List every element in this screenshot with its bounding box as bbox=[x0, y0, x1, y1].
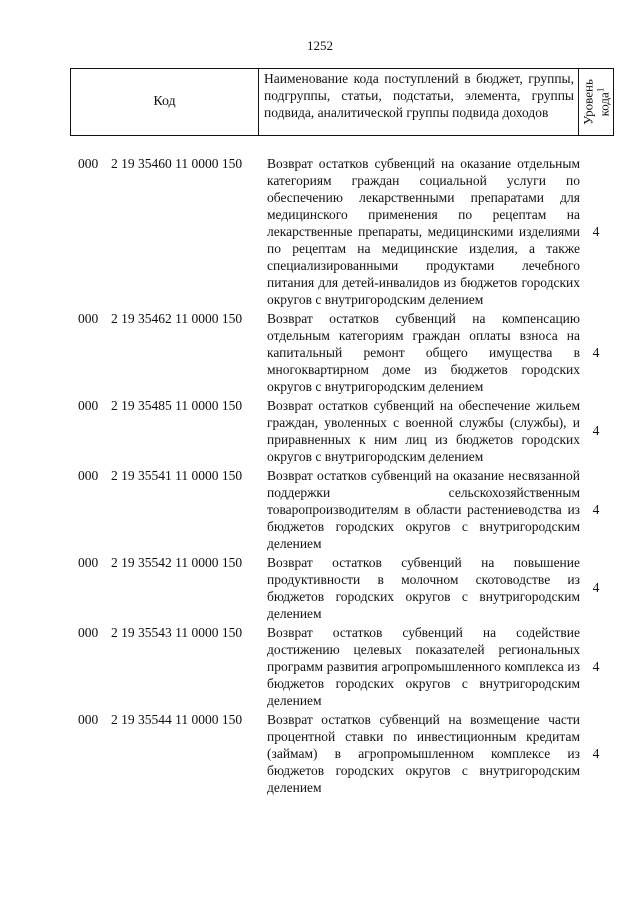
row-admin-code: 000 bbox=[78, 625, 99, 640]
header-code: Код bbox=[71, 69, 259, 135]
table-row bbox=[78, 711, 612, 796]
row-code: 2 19 35485 11 0000 150 bbox=[111, 398, 243, 413]
header-level-text bbox=[581, 79, 610, 125]
row-level: 4 bbox=[592, 423, 600, 438]
table-row bbox=[78, 155, 612, 308]
row-level: 4 bbox=[592, 658, 600, 674]
row-admin-code: 000 bbox=[78, 468, 99, 483]
row-admin-code: 000 bbox=[78, 398, 99, 413]
row-name: Возврат остатков субвенций на повышение продуктивности в молочном скотоводстве из бюджетов городских округов с внутригородским делением bbox=[267, 555, 580, 621]
table-row bbox=[78, 554, 612, 622]
header-level-footnote: 1 bbox=[595, 87, 606, 93]
row-level: 4 bbox=[592, 223, 600, 239]
header-level-line2: кода bbox=[596, 92, 612, 117]
row-level: 4 bbox=[592, 501, 600, 517]
row-admin-code: 000 bbox=[78, 311, 99, 326]
row-code: 2 19 35544 11 0000 150 bbox=[111, 712, 243, 727]
row-code: 2 19 35460 11 0000 150 bbox=[111, 156, 243, 171]
row-code: 2 19 35542 11 0000 150 bbox=[111, 555, 243, 570]
table-row bbox=[78, 624, 612, 709]
row-name: Возврат остатков субвенций на оказание несвязанной поддержки сельскохозяйственным товаропроизводителям в области растениеводства из бюджетов городских округов с внутригородским делением bbox=[267, 468, 580, 551]
row-admin-code: 000 bbox=[78, 555, 99, 570]
table-row bbox=[78, 467, 612, 552]
row-admin-code: 000 bbox=[78, 156, 99, 171]
row-level: 4 bbox=[592, 745, 600, 761]
row-name: Возврат остатков субвенций на оказание отдельным категориям граждан социальной услуги по обеспечению лекарственными препаратами для медицинского применения по рецептам на лекарственные препараты, медицинскими изделиями по рецептам на медицинские изделия, а также специализированными продуктами лечебного питания для детей-инвалидов из бюджетов городских округов с внутригородским делением bbox=[267, 156, 580, 307]
row-code: 2 19 35462 11 0000 150 bbox=[111, 311, 243, 326]
row-level: 4 bbox=[592, 344, 600, 360]
table-header bbox=[70, 68, 614, 136]
row-name: Возврат остатков субвенций на возмещение части процентной ставки по инвестиционным кредитам (займам) в агропромышленном комплексе из бюджетов городских округов с внутригородским делением bbox=[267, 712, 580, 795]
row-name: Возврат остатков субвенций на содействие достижению целевых показателей региональных программ развития агропромышленного комплекса из бюджетов городских округов с внутригородским делением bbox=[267, 625, 580, 708]
table-row bbox=[78, 310, 612, 395]
row-code: 2 19 35543 11 0000 150 bbox=[111, 625, 243, 640]
header-level bbox=[579, 69, 613, 135]
header-level-line1: Уровень bbox=[580, 79, 596, 125]
row-code: 2 19 35541 11 0000 150 bbox=[111, 468, 243, 483]
table-row bbox=[78, 397, 612, 465]
row-level: 4 bbox=[592, 580, 600, 595]
table-body bbox=[78, 155, 612, 798]
row-admin-code: 000 bbox=[78, 712, 99, 727]
row-name: Возврат остатков субвенций на компенсацию отдельным категориям граждан оплаты взноса на капитальный ремонт общего имущества в многоквартирном доме из бюджетов городских округов с внутригородским делением bbox=[267, 311, 580, 394]
row-name: Возврат остатков субвенций на обеспечение жильем граждан, уволенных с военной службы (службы), и приравненных к ним лиц из бюджетов городских округов с внутригородским делением bbox=[267, 398, 580, 464]
page-number: 1252 bbox=[307, 38, 333, 53]
header-name: Наименование кода поступлений в бюджет, группы, подгруппы, статьи, подстатьи, элемента, группы подвида, аналитической группы подвида доходов bbox=[259, 69, 579, 135]
